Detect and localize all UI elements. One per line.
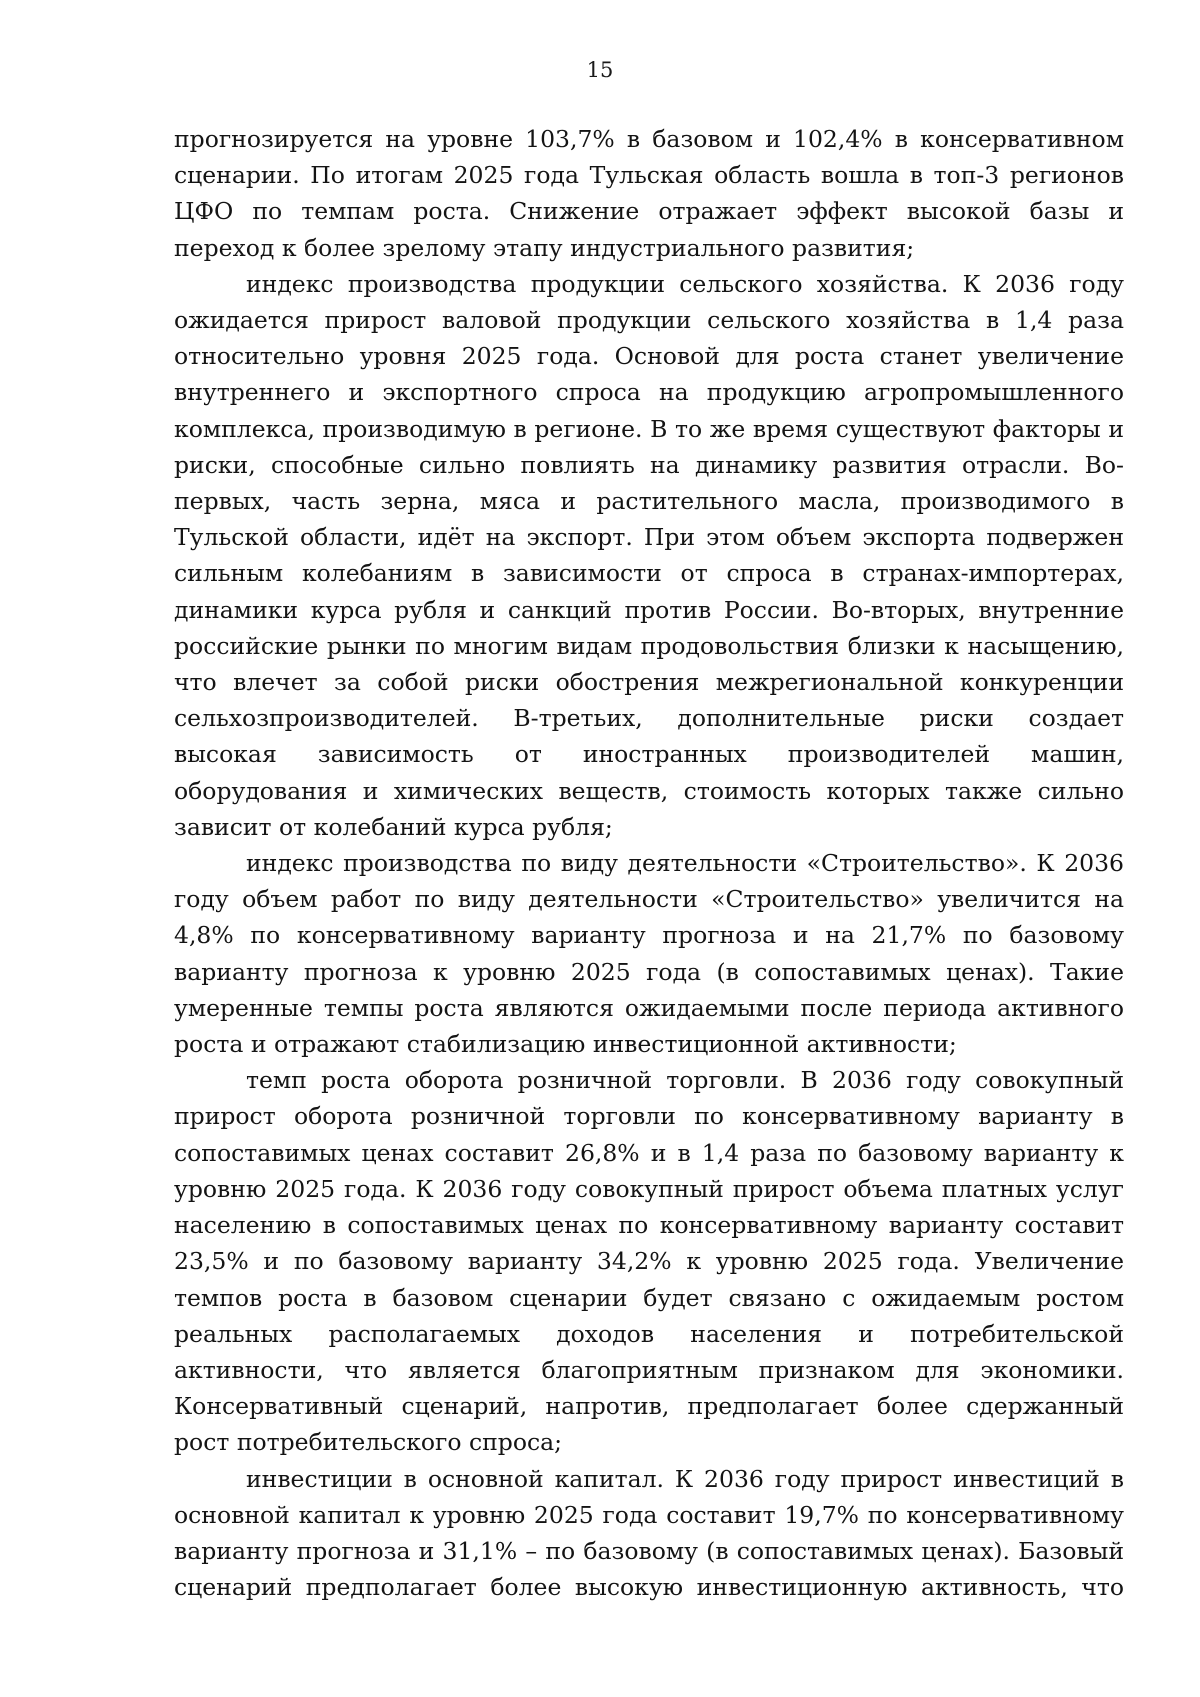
page-number: 15	[586, 58, 614, 82]
paragraph-industrial-forecast: прогнозируется на уровне 103,7% в базовом и 102,4% в консервативном сценарии. По итогам 2025 года Тульская область вошла в топ-3 регионов ЦФО по темпам роста. Снижение отражает эффект высокой базы и переход к более зрелому этапу индустриального развития;	[174, 125, 1124, 262]
paragraph-fixed-capital-investment: инвестиции в основной капитал. К 2036 году прирост инвестиций в основной капитал к уровню 2025 года составит 19,7% по консервативному варианту прогноза и 31,1% – по базовому (в сопоставимых ценах). Базовый сценарий предполагает более высокую инвестиционную активность, что	[174, 1464, 1124, 1602]
paragraph-retail-trade: темп роста оборота розничной торговли. В 2036 году совокупный прирост оборота розничной торговли по консервативному варианту в сопоставимых ценах составит 26,8% и в 1,4 раза по базовому варианту к уровню 2025 года. К 2036 году совокупный прирост объема платных услуг населению в сопоставимых ценах по консервативному варианту составит 23,5% и по базовому варианту 34,2% к уровню 2025 года. Увеличение темпов роста в базовом сценарии будет связано с ожидаемым ростом реальных располагаемых доходов населения и потребительской активности, что является благоприятным признаком для экономики. Консервативный сценарий, напротив, предполагает более сдержанный рост потребительского спроса;	[174, 1066, 1124, 1457]
document-body	[174, 121, 1124, 1605]
paragraph-construction-index: индекс производства по виду деятельности «Строительство». К 2036 году объем работ по виду деятельности «Строительство» увеличится на 4,8% по консервативному варианту прогноза и на 21,7% по базовому варианту прогноза к уровню 2025 года (в сопоставимых ценах). Такие умеренные темпы роста являются ожидаемыми после периода активного роста и отражают стабилизацию инвестиционной активности;	[174, 849, 1124, 1059]
paragraph-agriculture-index: индекс производства продукции сельского хозяйства. К 2036 году ожидается прирост валовой продукции сельского хозяйства в 1,4 раза относительно уровня 2025 года. Основой для роста станет увеличение внутреннего и экспортного спроса на продукцию агропромышленного комплекса, производимую в регионе. В то же время существуют факторы и риски, способные сильно повлиять на динамику развития отрасли. Во-первых, часть зерна, мяса и растительного масла, производимого в Тульской области, идёт на экспорт. При этом объем экспорта подвержен сильным колебаниям в зависимости от спроса в странах-импортерах, динамики курса рубля и санкций против России. Во-вторых, внутренние российские рынки по многим видам продовольствия близки к насыщению, что влечет за собой риски обострения межрегиональной конкуренции сельхозпроизводителей. В-третьих, дополнительные риски создает высокая зависимость от иностранных производителей машин, оборудования и химических веществ, стоимость которых также сильно зависит от колебаний курса рубля;	[174, 269, 1124, 841]
